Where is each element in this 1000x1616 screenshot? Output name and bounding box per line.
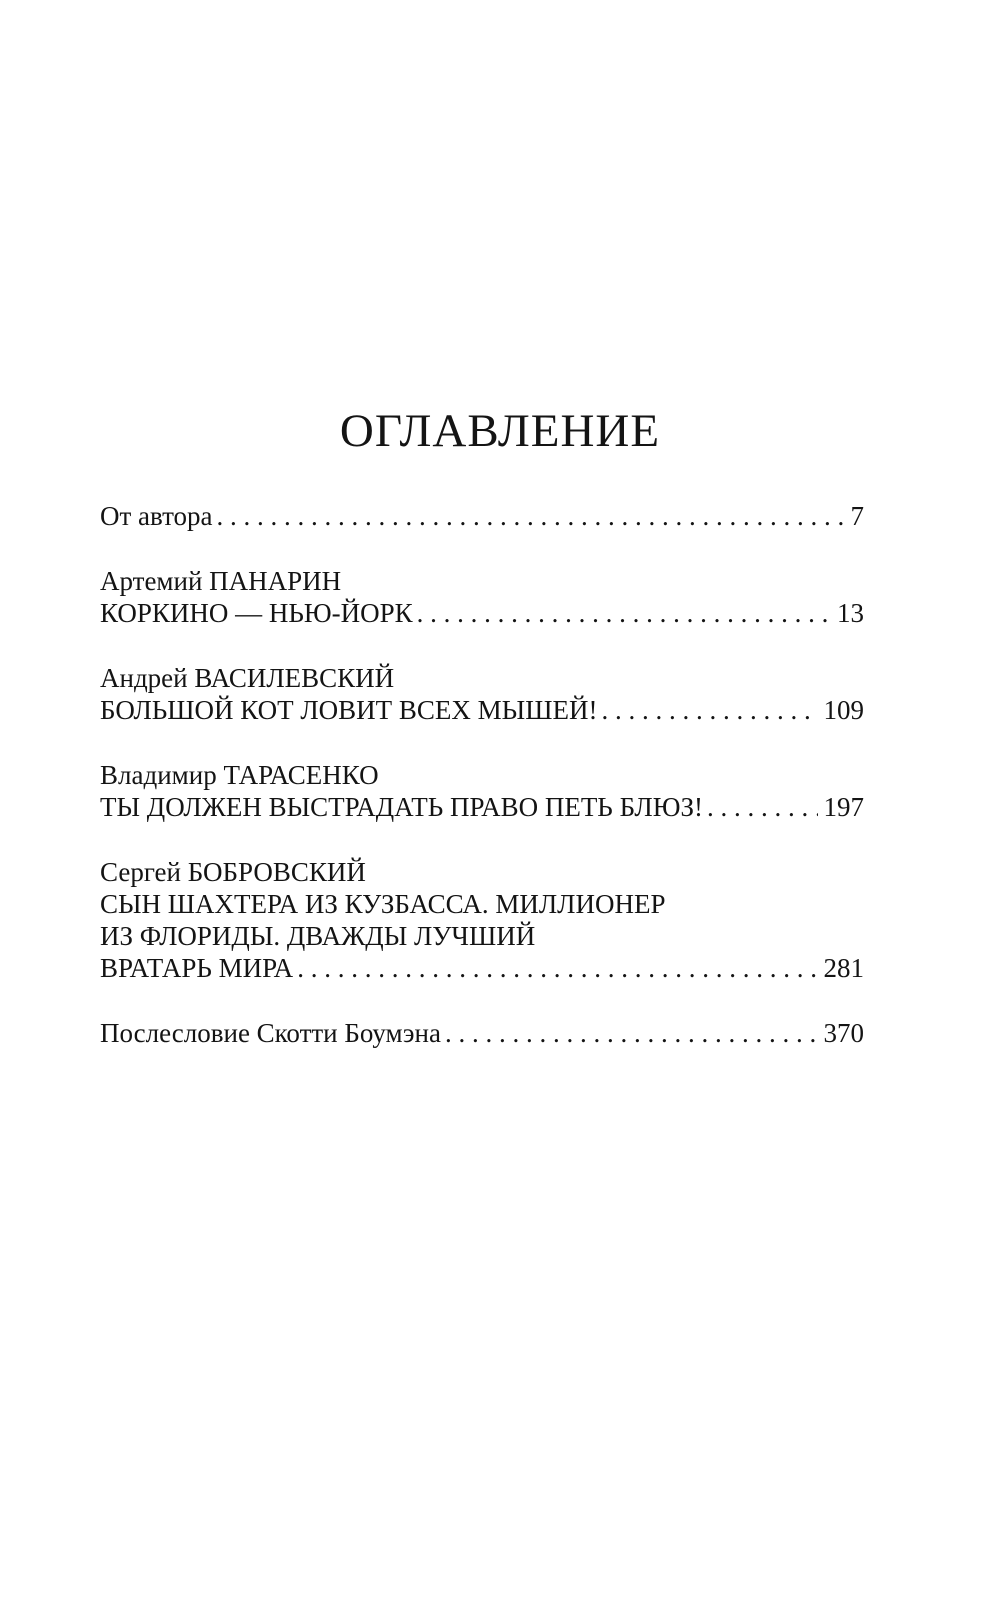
toc-leader-line xyxy=(100,597,864,629)
dot-leader xyxy=(217,500,845,532)
toc-entry-tarasenko xyxy=(100,759,864,823)
toc-leader-line xyxy=(100,500,864,532)
page-number: 7 xyxy=(850,501,864,531)
toc-entry-title-line: СЫН ШАХТЕРА ИЗ КУЗБАССА. МИЛЛИОНЕР xyxy=(100,889,666,919)
toc-entry-bobrovsky xyxy=(100,856,864,984)
toc-entry-author: Владимир ТАРАСЕНКО xyxy=(100,760,379,790)
page-number: 109 xyxy=(823,695,864,725)
dot-leader xyxy=(297,952,817,984)
toc-leader-line xyxy=(100,694,864,726)
table-of-contents xyxy=(100,500,864,1082)
toc-entry-title-line: ИЗ ФЛОРИДЫ. ДВАЖДЫ ЛУЧШИЙ xyxy=(100,921,536,951)
dot-leader xyxy=(601,694,817,726)
toc-entry-foreword xyxy=(100,500,864,532)
page-number: 281 xyxy=(823,953,864,983)
toc-entry-title: ТЫ ДОЛЖЕН ВЫСТРАДАТЬ ПРАВО ПЕТЬ БЛЮЗ! xyxy=(100,792,703,822)
dot-leader xyxy=(707,791,818,823)
toc-leader-line xyxy=(100,952,864,984)
toc-entry-vasilevsky xyxy=(100,662,864,726)
toc-entry-panarin xyxy=(100,565,864,629)
toc-leader-line xyxy=(100,791,864,823)
toc-entry-title: От автора xyxy=(100,501,213,531)
page-number: 197 xyxy=(823,792,864,822)
toc-entry-title: Послесловие Скотти Боумэна xyxy=(100,1018,441,1048)
dot-leader xyxy=(445,1017,818,1049)
toc-entry-title: КОРКИНО — НЬЮ-ЙОРК xyxy=(100,598,413,628)
toc-entry-title: ВРАТАРЬ МИРА xyxy=(100,953,294,983)
toc-entry-author: Андрей ВАСИЛЕВСКИЙ xyxy=(100,663,395,693)
toc-entry-author: Артемий ПАНАРИН xyxy=(100,566,342,596)
toc-entry-author: Сергей БОБРОВСКИЙ xyxy=(100,857,366,887)
dot-leader xyxy=(417,597,831,629)
toc-entry-title: БОЛЬШОЙ КОТ ЛОВИТ ВСЕХ МЫШЕЙ! xyxy=(100,695,598,725)
toc-entry-afterword xyxy=(100,1017,864,1049)
toc-leader-line xyxy=(100,1017,864,1049)
page-title: ОГЛАВЛЕНИЕ xyxy=(339,405,661,457)
page-number: 370 xyxy=(823,1018,864,1048)
page-number: 13 xyxy=(837,598,864,628)
